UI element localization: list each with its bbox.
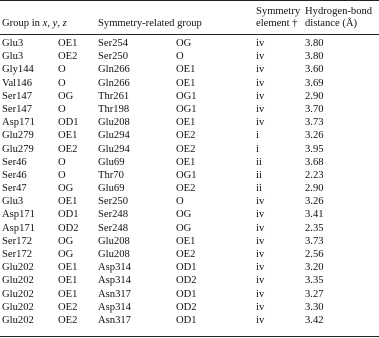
cell-related-atom: OE2 [176, 143, 196, 155]
cell-distance: 3.80 [305, 51, 324, 63]
table-row [0, 195, 379, 208]
header-symmetry-element-line1: Symmetry [256, 6, 301, 17]
cell-residue: Glu202 [2, 275, 34, 287]
cell-related-atom: OE1 [176, 77, 196, 89]
table-row [0, 63, 379, 76]
cell-atom: OE2 [58, 301, 78, 313]
cell-residue: Glu3 [2, 51, 24, 63]
cell-related-residue: Thr198 [98, 103, 130, 115]
cell-related-atom: OE2 [176, 130, 196, 142]
cell-distance: 3.69 [305, 77, 324, 89]
cell-related-residue: Ser248 [98, 209, 129, 221]
cell-residue: Glu202 [2, 262, 34, 274]
cell-related-atom: OE1 [176, 117, 196, 129]
table-row [0, 129, 379, 142]
cell-atom: OD1 [58, 117, 79, 129]
cell-residue: Ser172 [2, 249, 33, 260]
cell-residue: Ser47 [2, 183, 27, 195]
cell-distance: 3.70 [305, 103, 324, 115]
cell-related-residue: Ser250 [98, 51, 129, 63]
cell-distance: 3.20 [305, 262, 324, 274]
cell-symmetry-element: iv [256, 103, 265, 115]
cell-atom: O [58, 64, 66, 76]
cell-distance: 2.35 [305, 222, 324, 234]
cell-symmetry-element: ii [256, 169, 262, 181]
cell-related-residue: Glu208 [98, 235, 130, 247]
cell-related-atom: OE2 [176, 183, 196, 195]
cell-related-residue: Gln266 [98, 64, 130, 76]
cell-symmetry-element: ii [256, 156, 262, 168]
cell-symmetry-element: i [256, 130, 259, 142]
table-row [0, 90, 379, 103]
table-row [0, 274, 379, 287]
cell-symmetry-element: iv [256, 51, 265, 63]
cell-atom: OE1 [58, 275, 78, 287]
header-distance-line1: Hydrogen-bond [305, 6, 373, 17]
cell-residue: Val146 [2, 77, 33, 89]
cell-related-atom: O [176, 51, 184, 63]
cell-residue: Glu202 [2, 301, 34, 313]
cell-symmetry-element: iv [256, 262, 265, 274]
cell-related-residue: Asn317 [98, 314, 131, 326]
cell-residue: Glu3 [2, 38, 24, 49]
cell-residue: Ser46 [2, 156, 27, 168]
table-row [0, 169, 379, 182]
cell-related-residue: Ser248 [98, 222, 129, 234]
cell-distance: 3.73 [305, 235, 324, 247]
cell-related-atom: OG1 [176, 103, 197, 115]
cell-symmetry-element: iv [256, 249, 265, 260]
cell-atom: OE2 [58, 143, 78, 155]
cell-residue: Ser172 [2, 235, 33, 247]
cell-atom: OE1 [58, 38, 78, 49]
cell-related-residue: Glu294 [98, 143, 130, 155]
header-rule [0, 34, 379, 35]
cell-symmetry-element: iv [256, 222, 265, 234]
cell-related-residue: Asp314 [98, 301, 131, 313]
cell-symmetry-element: i [256, 143, 259, 155]
cell-atom: OG [58, 183, 74, 195]
header-symmetry-related-group: Symmetry-related group [98, 18, 202, 29]
cell-distance: 3.68 [305, 156, 324, 168]
cell-residue: Glu202 [2, 288, 34, 300]
table-row [0, 143, 379, 156]
cell-atom: O [58, 77, 66, 89]
table-row [0, 208, 379, 221]
cell-related-residue: Glu294 [98, 130, 130, 142]
cell-related-atom: OG [176, 38, 192, 49]
cell-related-atom: OE1 [176, 64, 196, 76]
bottom-rule [0, 336, 379, 337]
cell-distance: 3.80 [305, 38, 324, 49]
cell-related-residue: Asp314 [98, 262, 131, 274]
cell-symmetry-element: iv [256, 235, 265, 247]
cell-residue: Glu3 [2, 196, 24, 208]
cell-related-atom: OD1 [176, 262, 197, 274]
table-row [0, 77, 379, 90]
cell-related-atom: OG [176, 209, 192, 221]
cell-residue: Ser147 [2, 103, 33, 115]
cell-symmetry-element: iv [256, 117, 265, 129]
cell-residue: Glu202 [2, 314, 34, 326]
table-row [0, 288, 379, 301]
cell-related-residue: Glu208 [98, 249, 130, 260]
header-group-label: Group in x, y, z [2, 18, 67, 29]
cell-distance: 3.41 [305, 209, 324, 221]
cell-related-residue: Gln266 [98, 77, 130, 89]
cell-atom: OE2 [58, 51, 78, 63]
cell-distance: 3.73 [305, 117, 324, 129]
cell-symmetry-element: iv [256, 196, 265, 208]
table-row [0, 103, 379, 116]
cell-atom: OG [58, 235, 74, 247]
cell-atom: OD1 [58, 209, 79, 221]
cell-symmetry-element: iv [256, 209, 265, 221]
cell-atom: OE1 [58, 130, 78, 142]
cell-distance: 3.35 [305, 275, 324, 287]
cell-distance: 3.26 [305, 130, 324, 142]
cell-related-atom: OE1 [176, 156, 196, 168]
cell-related-residue: Thr261 [98, 90, 130, 102]
cell-distance: 3.60 [305, 64, 324, 76]
cell-residue: Glu279 [2, 143, 34, 155]
cell-related-residue: Ser250 [98, 196, 129, 208]
cell-distance: 3.95 [305, 143, 324, 155]
cell-symmetry-element: iv [256, 275, 265, 287]
cell-related-residue: Asp314 [98, 275, 131, 287]
header-symmetry-element-line2: element † [256, 18, 298, 29]
cell-residue: Asp171 [2, 222, 35, 234]
table-row [0, 235, 379, 248]
cell-distance: 2.90 [305, 183, 324, 195]
table-row [0, 182, 379, 195]
cell-related-residue: Glu69 [98, 183, 125, 195]
table-row [0, 301, 379, 314]
cell-residue: Glu279 [2, 130, 34, 142]
cell-distance: 3.42 [305, 314, 324, 326]
cell-related-atom: OG1 [176, 90, 197, 102]
cell-related-atom: OE1 [176, 235, 196, 247]
cell-atom: O [58, 103, 66, 115]
cell-related-atom: O [176, 196, 184, 208]
table-body [0, 37, 379, 327]
cell-atom: OE1 [58, 288, 78, 300]
table-row [0, 116, 379, 129]
cell-symmetry-element: iv [256, 314, 265, 326]
cell-atom: OG [58, 90, 74, 102]
cell-symmetry-element: iv [256, 90, 265, 102]
cell-related-residue: Glu208 [98, 117, 130, 129]
table-row [0, 37, 379, 50]
cell-related-atom: OD1 [176, 288, 197, 300]
cell-distance: 3.27 [305, 288, 324, 300]
cell-atom: OE2 [58, 314, 78, 326]
cell-residue: Asp171 [2, 209, 35, 221]
cell-atom: O [58, 156, 66, 168]
cell-symmetry-element: ii [256, 183, 262, 195]
cell-related-atom: OD2 [176, 275, 197, 287]
table-row [0, 248, 379, 261]
cell-related-residue: Thr70 [98, 169, 124, 181]
cell-atom: OD2 [58, 222, 79, 234]
cell-related-atom: OE2 [176, 249, 196, 260]
cell-distance: 2.23 [305, 169, 324, 181]
cell-related-atom: OD1 [176, 314, 197, 326]
table-header [0, 0, 379, 34]
cell-symmetry-element: iv [256, 77, 265, 89]
cell-distance: 2.56 [305, 249, 324, 260]
cell-atom: OE1 [58, 196, 78, 208]
cell-related-atom: OD2 [176, 301, 197, 313]
cell-residue: Asp171 [2, 117, 35, 129]
cell-symmetry-element: iv [256, 288, 265, 300]
cell-atom: O [58, 169, 66, 181]
cell-related-residue: Glu69 [98, 156, 125, 168]
cell-symmetry-element: iv [256, 301, 265, 313]
cell-distance: 2.90 [305, 90, 324, 102]
table-row [0, 222, 379, 235]
cell-distance: 3.26 [305, 196, 324, 208]
table-row [0, 261, 379, 274]
cell-residue: Ser46 [2, 169, 27, 181]
cell-symmetry-element: iv [256, 38, 265, 49]
cell-distance: 3.30 [305, 301, 324, 313]
table-row [0, 156, 379, 169]
table-row [0, 50, 379, 63]
cell-symmetry-element: iv [256, 64, 265, 76]
cell-atom: OE1 [58, 262, 78, 274]
cell-related-residue: Asn317 [98, 288, 131, 300]
cell-related-residue: Ser254 [98, 38, 129, 49]
header-distance-line2: distance (Å) [305, 18, 358, 29]
cell-residue: Gly144 [2, 64, 34, 76]
cell-related-atom: OG [176, 222, 192, 234]
table-row [0, 314, 379, 327]
cell-related-atom: OG1 [176, 169, 197, 181]
cell-atom: OG [58, 249, 74, 260]
cell-residue: Ser147 [2, 90, 33, 102]
